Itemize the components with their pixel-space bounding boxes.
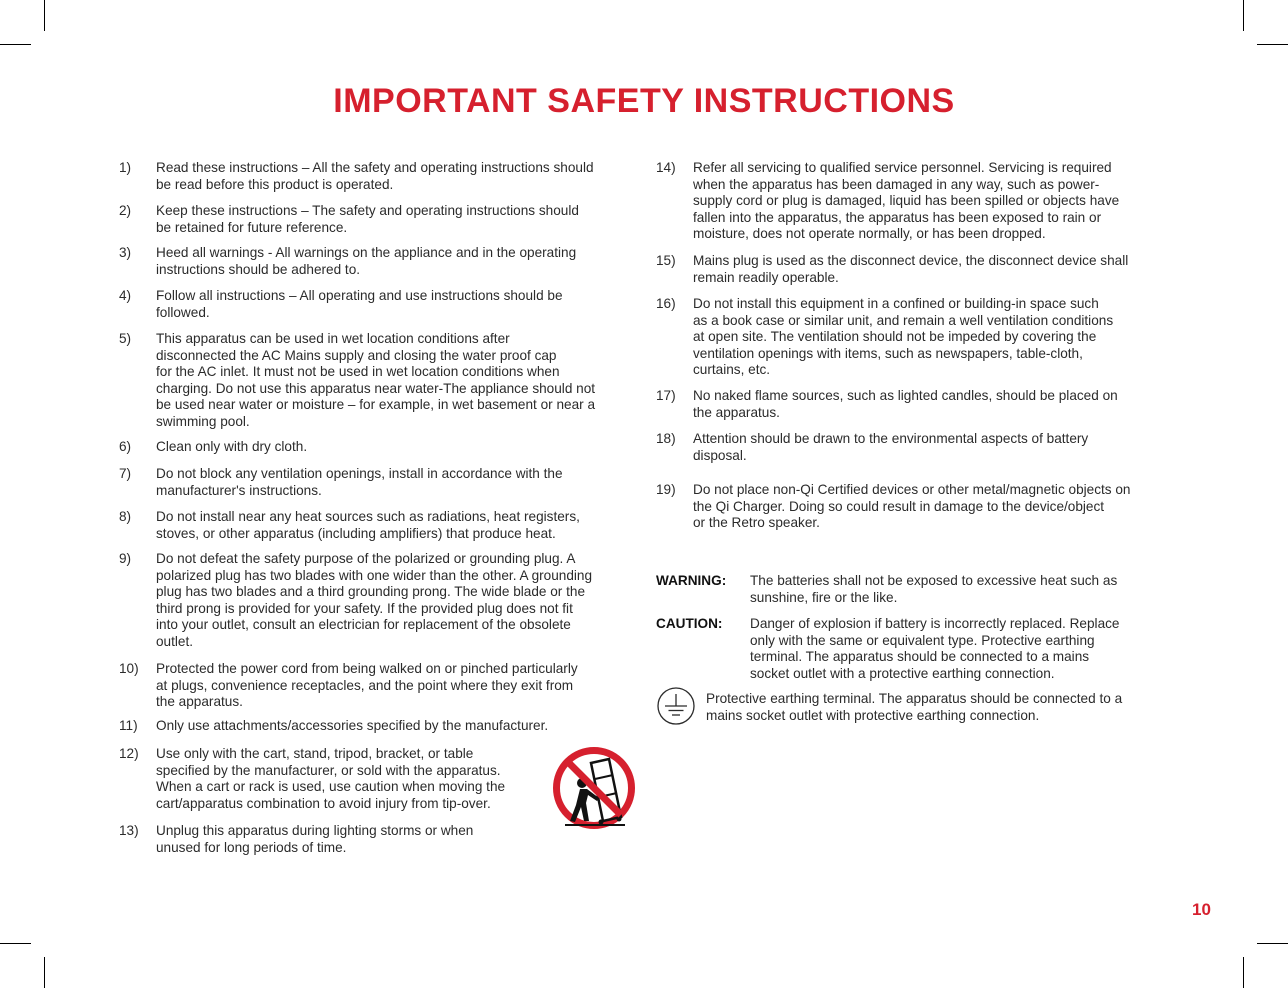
earth-note-text: Protective earthing terminal. The apparatus should be connected to a mains socket outlet with protective earthing connection. — [706, 691, 1123, 723]
item-text: Heed all warnings - All warnings on the appliance and in the operating instructions should be adhered to. — [156, 245, 577, 277]
item-number: 18) — [656, 431, 676, 446]
crop-mark-top-right-h — [1257, 44, 1288, 45]
item-number: 19) — [656, 482, 676, 497]
item-number: 6) — [119, 439, 132, 454]
crop-mark-bottom-right-v — [1243, 957, 1244, 988]
item-number: 9) — [119, 551, 132, 566]
no-cart-tip-over-icon — [551, 745, 637, 831]
crop-mark-top-left-v — [44, 0, 45, 31]
warning-text: The batteries shall not be exposed to excessive heat such as sunshine, fire or the like. — [750, 573, 1118, 605]
item-text: Do not block any ventilation openings, install in accordance with the manufacturer's instructions. — [156, 466, 563, 498]
crop-mark-bottom-left-h — [0, 943, 31, 944]
item-text: Mains plug is used as the disconnect device, the disconnect device shall remain readily operable. — [693, 253, 1129, 285]
item-text: Refer all servicing to qualified service personnel. Servicing is required when the apparatus has been damaged in any way, such as power- supply cord or plug is damaged, liquid has been spilled or objects have fallen into the apparatus, the apparatus has been exposed to rain or moisture, does not operate normally, or has been dropped. — [693, 160, 1120, 242]
item-number: 8) — [119, 509, 132, 524]
item-number: 13) — [119, 823, 139, 838]
item-text: Do not place non-Qi Certified devices or other metal/magnetic objects on the Qi Charger. Doing so could result in damage to the device/object or the Retro speaker. — [693, 482, 1131, 531]
item-text: Keep these instructions – The safety and operating instructions should be retained for future reference. — [156, 203, 579, 235]
crop-mark-bottom-right-h — [1257, 943, 1288, 944]
item-text: Clean only with dry cloth. — [156, 439, 308, 454]
item-text: Do not install near any heat sources such as radiations, heat registers, stoves, or other apparatus (including amplifiers) that produce heat. — [156, 509, 580, 541]
item-number: 10) — [119, 661, 139, 676]
item-text: Do not defeat the safety purpose of the polarized or grounding plug. A polarized plug has two blades with one wider than the other. A grounding plug has two blades and a third grounding prong. The wide blade or the third prong is provided for your safety. If the provided plug does not fit into your outlet, consult an electrician for replacement of the obsolete outlet. — [156, 551, 593, 649]
item-number: 7) — [119, 466, 132, 481]
page-number: 10 — [1192, 900, 1211, 919]
item-number: 1) — [119, 160, 132, 175]
item-text: This apparatus can be used in wet location conditions after disconnected the AC Mains supply and closing the water proof cap for the AC inlet. It must not be used in wet location conditions when charging. Do not use this apparatus near water-The appliance should not be used near water or moisture – for example, in wet basement or near a swimming pool. — [156, 331, 596, 429]
item-text: Unplug this apparatus during lighting storms or when unused for long periods of time. — [156, 823, 474, 855]
item-text: Read these instructions – All the safety and operating instructions should be read before this product is operated. — [156, 160, 594, 192]
item-text: No naked flame sources, such as lighted candles, should be placed on the apparatus. — [693, 388, 1118, 420]
item-number: 14) — [656, 160, 676, 175]
item-text: Attention should be drawn to the environmental aspects of battery disposal. — [693, 431, 1089, 463]
page-title: IMPORTANT SAFETY INSTRUCTIONS — [333, 82, 955, 120]
item-number: 2) — [119, 203, 132, 218]
item-text: Use only with the cart, stand, tripod, bracket, or table specified by the manufacturer, or sold with the apparatus. When a cart or rack is used, use caution when moving the cart/apparatus combination to avoid injury from tip-over. — [156, 746, 506, 811]
item-number: 4) — [119, 288, 132, 303]
item-number: 5) — [119, 331, 132, 346]
item-number: 16) — [656, 296, 676, 311]
caution-label: CAUTION: — [656, 616, 723, 631]
item-number: 15) — [656, 253, 676, 268]
crop-mark-bottom-left-v — [44, 957, 45, 988]
crop-mark-top-left-h — [0, 44, 31, 45]
crop-mark-top-right-v — [1243, 0, 1244, 31]
item-text: Protected the power cord from being walked on or pinched particularly at plugs, convenience receptacles, and the point where they exit from the apparatus. — [156, 661, 578, 710]
item-number: 12) — [119, 746, 139, 761]
item-number: 17) — [656, 388, 676, 403]
protective-earth-icon — [656, 686, 696, 726]
item-number: 11) — [119, 718, 138, 733]
item-text: Do not install this equipment in a confined or building-in space such as a book case or similar unit, and remain a well ventilation conditions at open site. The ventilation should not be impeded by covering the ventilation openings with items, such as newspapers, table-cloth, curtains, etc. — [693, 296, 1114, 378]
caution-text: Danger of explosion if battery is incorrectly replaced. Replace only with the same or equivalent type. Protective earthing terminal. The apparatus should be connected to a mains socket outlet with a protective earthing connection. — [750, 616, 1120, 681]
item-text: Follow all instructions – All operating and use instructions should be followed. — [156, 288, 563, 320]
item-number: 3) — [119, 245, 132, 260]
warning-label: WARNING: — [656, 573, 727, 588]
item-text: Only use attachments/accessories specified by the manufacturer. — [156, 718, 549, 733]
